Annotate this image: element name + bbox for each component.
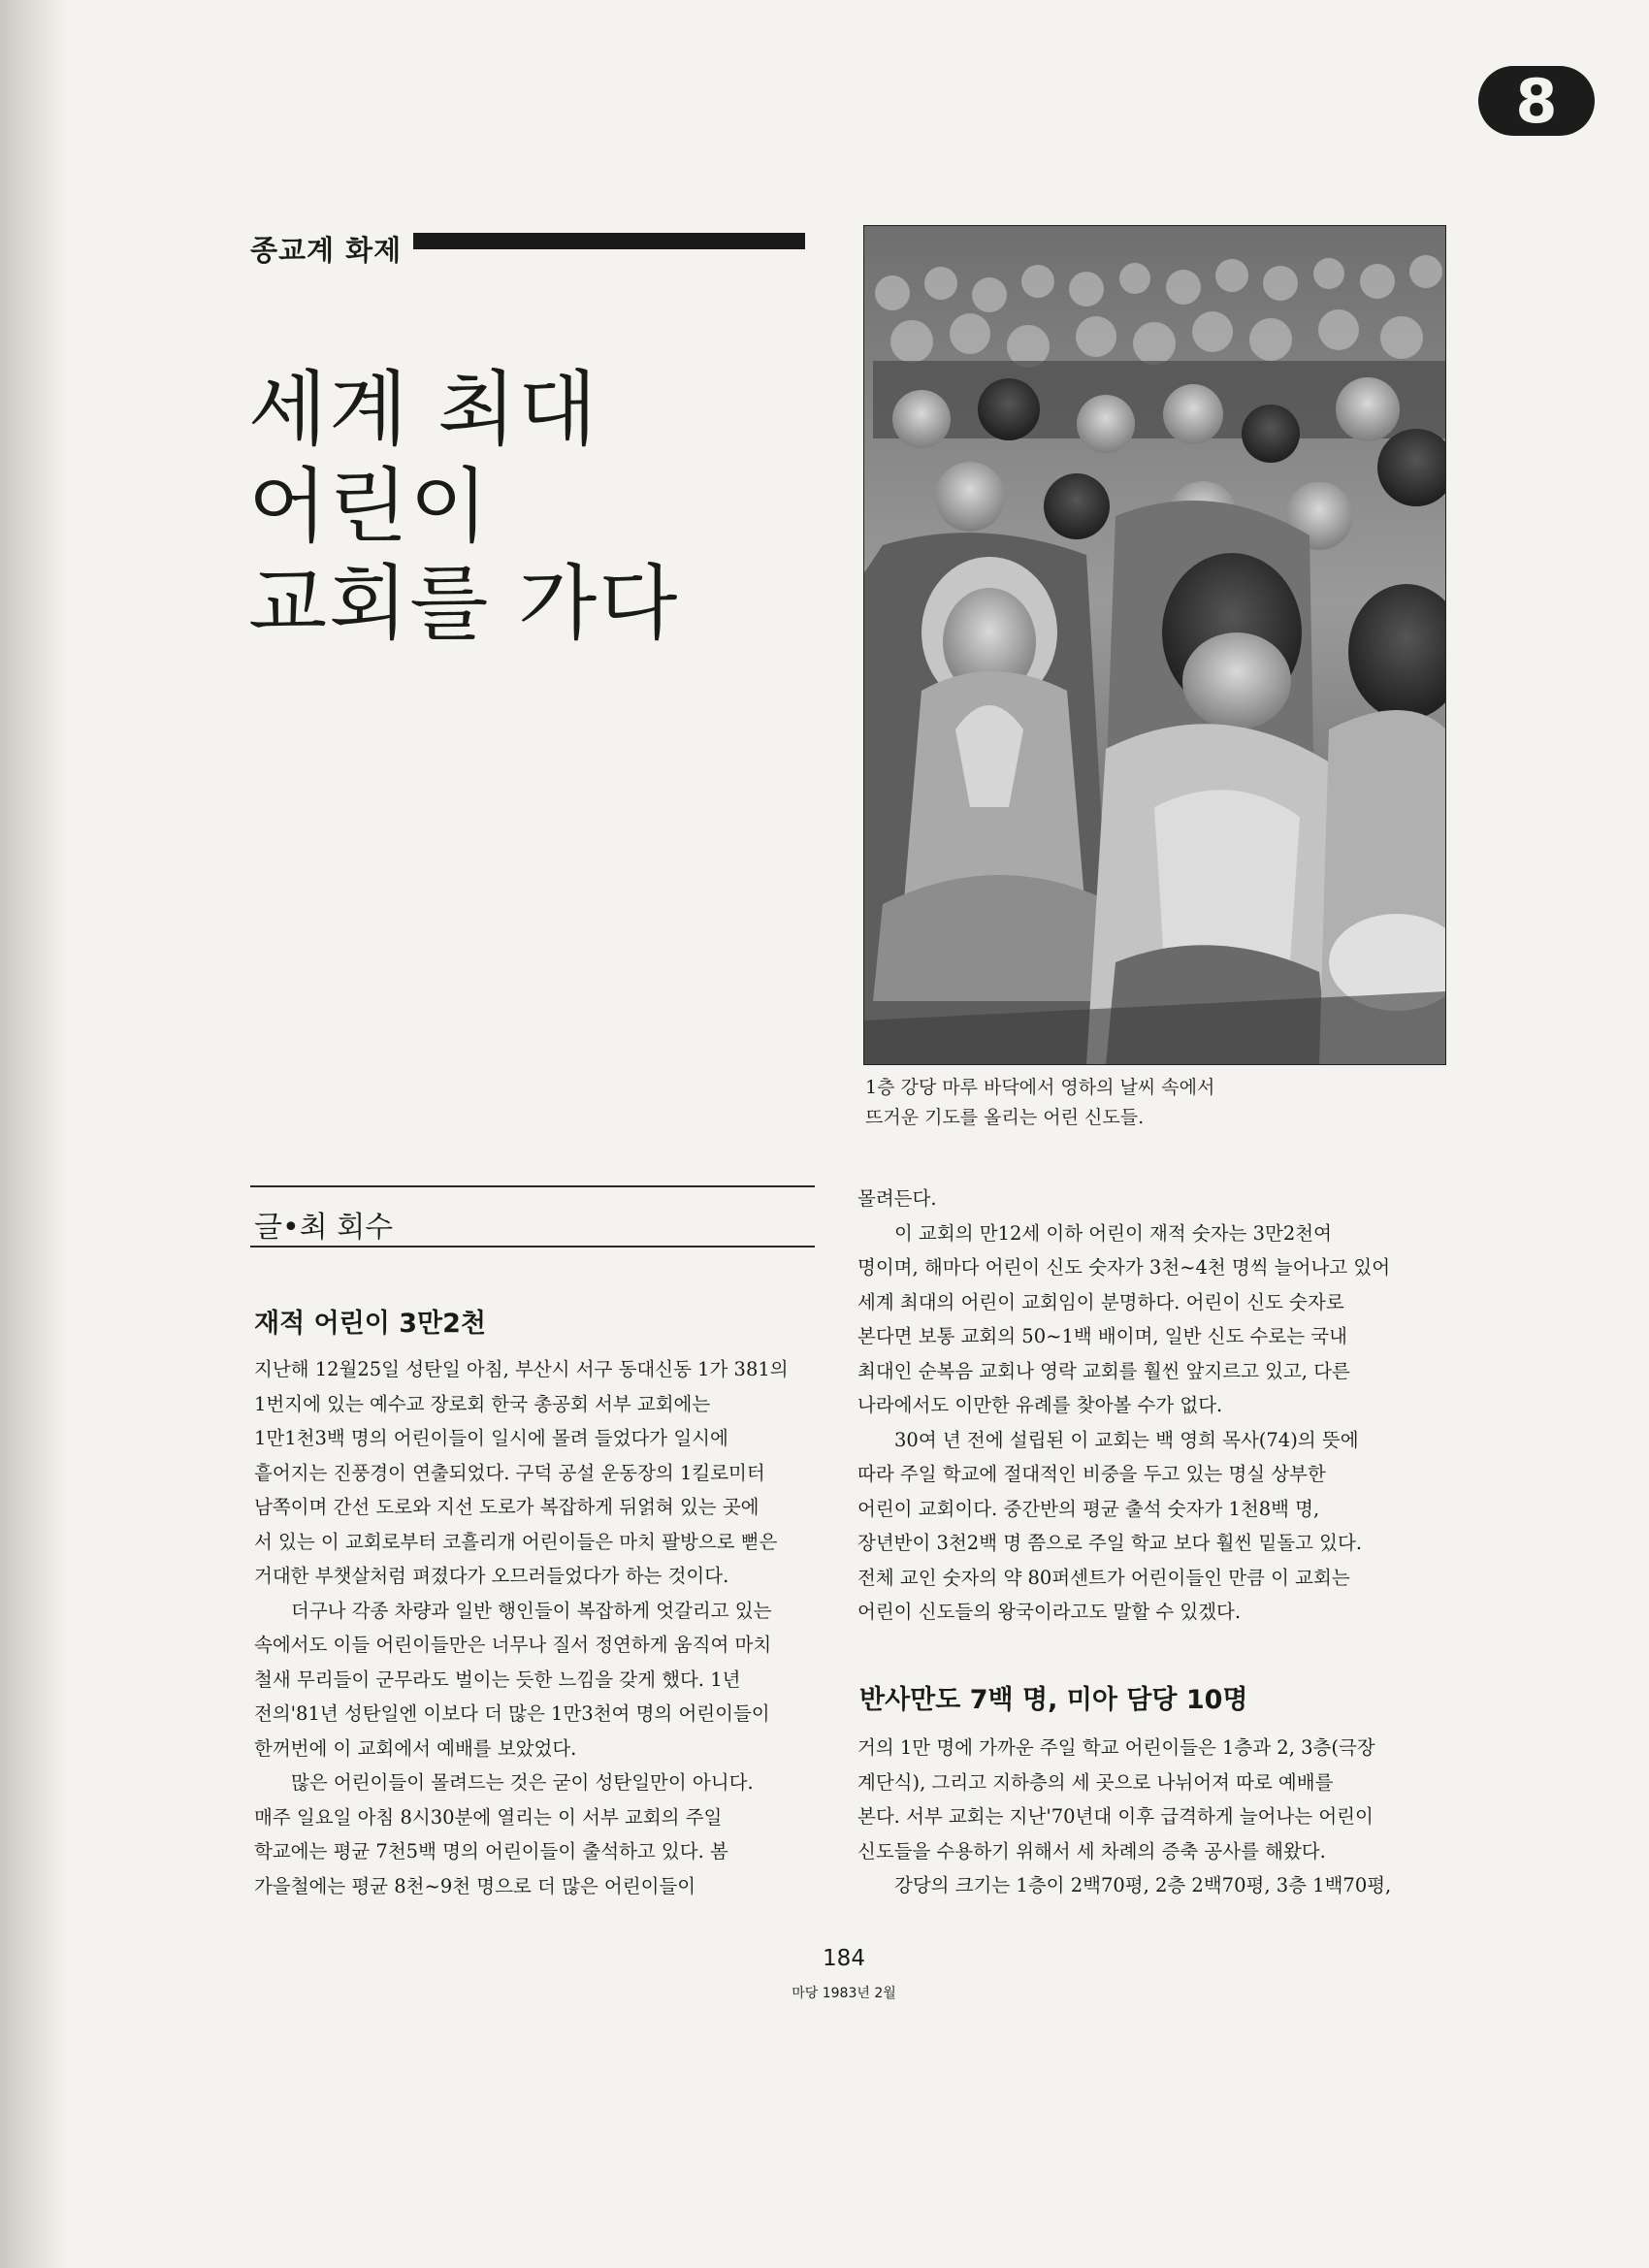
- text-line: 서 있는 이 교회로부터 코흘리개 어린이들은 마치 팔방으로 뻗은: [254, 1530, 778, 1553]
- text-line: 많은 어린이들이 몰려드는 것은 굳이 성탄일만이 아니다.: [291, 1771, 754, 1794]
- text-line: 이 교회의 만12세 이하 어린이 재적 숫자는 3만2천여: [894, 1221, 1332, 1245]
- text-line: 장년반이 3천2백 명 쯤으로 주일 학교 보다 훨씬 밑돌고 있다.: [857, 1532, 1363, 1554]
- photo-caption: [865, 1073, 1467, 1133]
- text-line: 매주 일요일 아침 8시30분에 열리는 이 서부 교회의 주일: [254, 1805, 723, 1829]
- byline-rule-top: [250, 1185, 815, 1187]
- text-line: 본다. 서부 교회는 지난'70년대 이후 급격하게 늘어나는 어린이: [857, 1805, 1374, 1828]
- text-line: 세계 최대의 어린이 교회임이 분명하다. 어린이 신도 숫자로: [857, 1290, 1344, 1313]
- article-headline: [248, 361, 830, 652]
- text-line: 학교에는 평균 7천5백 명의 어린이들이 출석하고 있다. 봄: [254, 1840, 728, 1863]
- left-subhead: 재적 어린이 3만2천: [254, 1309, 486, 1339]
- text-line: 더구나 각종 차량과 일반 행인들이 복잡하게 엇갈리고 있는: [291, 1599, 772, 1622]
- byline-rule-bottom: [250, 1246, 815, 1247]
- text-line: 최대인 순복음 교회나 영락 교회를 훨씬 앞지르고 있고, 다른: [857, 1359, 1350, 1382]
- text-line: 흩어지는 진풍경이 연출되었다. 구덕 공설 운동장의 1킬로미터: [254, 1461, 765, 1484]
- text-line: 명이며, 해마다 어린이 신도 숫자가 3천~4천 명씩 늘어나고 있어: [857, 1256, 1391, 1279]
- text-line: 한꺼번에 이 교회에서 예배를 보았었다.: [254, 1736, 577, 1760]
- text-line: 강당의 크기는 1층이 2백70평, 2층 2백70평, 3층 1백70평,: [894, 1874, 1392, 1896]
- caption-line: 1층 강당 마루 바닥에서 영하의 날씨 속에서: [865, 1077, 1215, 1098]
- text-line: 몰려든다.: [857, 1187, 937, 1210]
- text-line: 계단식), 그리고 지하층의 세 곳으로 나뉘어져 따로 예배를: [857, 1770, 1334, 1794]
- article-photo: [863, 225, 1446, 1065]
- right-subhead: 반사만도 7백 명, 미아 담당 10명: [859, 1685, 1248, 1715]
- text-line: 따라 주일 학교에 절대적인 비중을 두고 있는 명실 상부한: [857, 1463, 1326, 1485]
- text-line: 나라에서도 이만한 유례를 찾아볼 수가 없다.: [857, 1394, 1223, 1416]
- text-line: 지난해 12월25일 성탄일 아침, 부산시 서구 동대신동 1가 381의: [254, 1358, 789, 1380]
- children-praying-photo: [863, 225, 1446, 1065]
- text-line: 신도들을 수용하기 위해서 세 차례의 증축 공사를 해왔다.: [857, 1839, 1326, 1863]
- headline-line: 어린이: [248, 459, 491, 554]
- text-line: 1번지에 있는 예수교 장로회 한국 총공회 서부 교회에는: [254, 1392, 711, 1415]
- text-line: 속에서도 이들 어린이들만은 너무나 질서 정연하게 움직여 마치: [254, 1634, 772, 1656]
- magazine-imprint: 마당 1983년 2월: [792, 1986, 896, 2001]
- text-line: 거대한 부챗살처럼 펴졌다가 오므러들었다가 하는 것이다.: [254, 1565, 729, 1587]
- text-line: 30여 년 전에 설립된 이 교회는 백 영희 목사(74)의 뜻에: [894, 1428, 1359, 1451]
- headline-line: 세계 최대: [248, 362, 599, 457]
- section-rule: [413, 233, 805, 249]
- right-column-text-bottom: [857, 1731, 1391, 1903]
- text-line: 철새 무리들이 군무라도 벌이는 듯한 느낌을 갖게 했다. 1년: [254, 1668, 741, 1691]
- left-column-text: [254, 1352, 789, 1903]
- binding-gutter-shadow: [0, 0, 68, 2268]
- text-line: 어린이 신도들의 왕국이라고도 말할 수 있겠다.: [857, 1601, 1242, 1623]
- text-line: 남쪽이며 간선 도로와 지선 도로가 복잡하게 뒤얽혀 있는 곳에: [254, 1496, 760, 1518]
- text-line: 1만1천3백 명의 어린이들이 일시에 몰려 들었다가 일시에: [254, 1427, 728, 1449]
- text-line: 가을철에는 평균 8천~9천 명으로 더 많은 어린이들이: [254, 1874, 696, 1897]
- page-number-badge: 8: [1478, 66, 1595, 136]
- text-line: 전체 교인 숫자의 약 80퍼센트가 어린이들인 만큼 이 교회는: [857, 1566, 1350, 1589]
- right-column-text-top: [857, 1182, 1390, 1630]
- caption-line: 뜨거운 기도를 올리는 어린 신도들.: [865, 1107, 1145, 1128]
- section-label: 종교계 화제: [250, 234, 403, 267]
- text-line: 어린이 교회이다. 중간반의 평균 출석 숫자가 1천8백 명,: [857, 1497, 1320, 1520]
- byline: 글•최 회수: [254, 1211, 394, 1245]
- text-line: 본다면 보통 교회의 50~1백 배이며, 일반 신도 수로는 국내: [857, 1325, 1347, 1347]
- page-number: 184: [823, 1946, 865, 1971]
- text-line: 전의'81년 성탄일엔 이보다 더 많은 1만3천여 명의 어린이들이: [254, 1702, 770, 1725]
- headline-line: 교회를 가다: [248, 556, 680, 651]
- text-line: 거의 1만 명에 가까운 주일 학교 어린이들은 1층과 2, 3층(극장: [857, 1736, 1375, 1759]
